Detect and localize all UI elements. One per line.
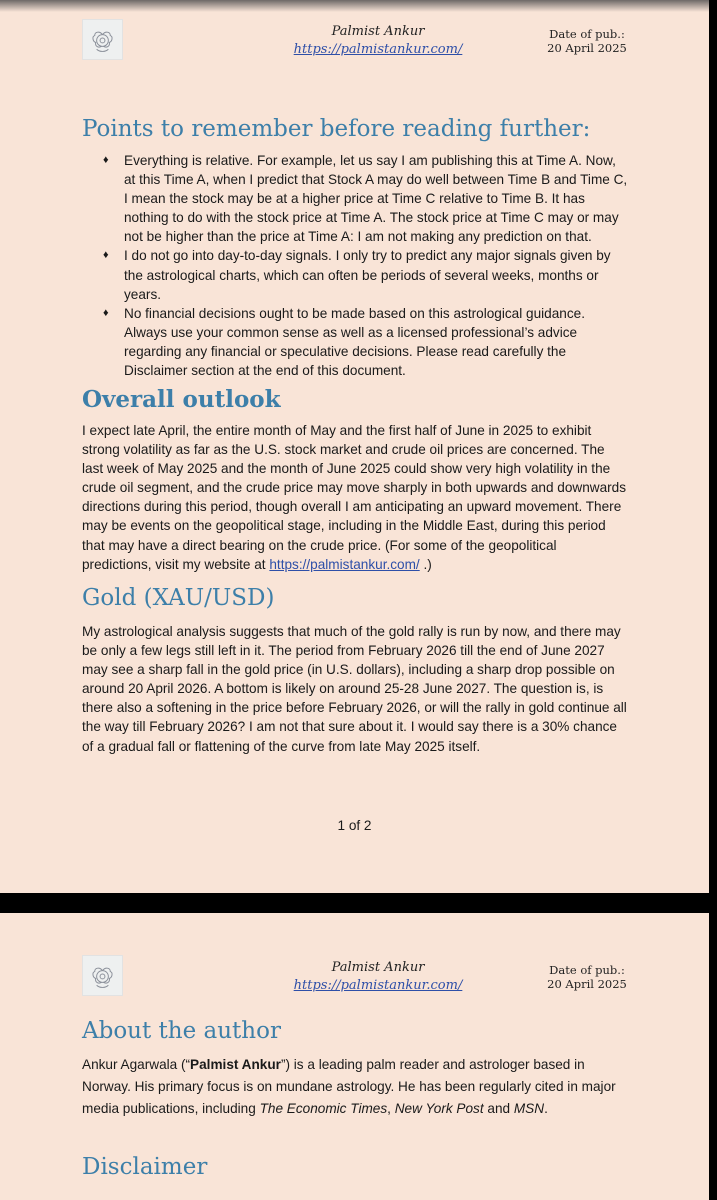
- list-item: ♦ Everything is relative. For example, let us say I am publishing this at Time A. Now, at this Time A, when I predict that Stock A may do well between Time B and Time C, I mean the stock may be at a higher price at Time C relative to Time B. It has nothing to do with the stock price at Time A. The stock price at Time C may or may not be higher than the price at Time A: I am not making any prediction on that.: [103, 151, 630, 246]
- points-list: [103, 151, 630, 380]
- list-item: ♦ I do not go into day-to-day signals. I only try to predict any major signals given by the astrological charts, which can often be periods of several weeks, months or years.: [103, 246, 630, 303]
- gold-paragraph: My astrological analysis suggests that much of the gold rally is run by now, and there may be only a few legs still left in it. The period from February 2026 till the end of June 2027 may see a sharp fall in the gold price (in U.S. dollars), including a sharp drop possible on around 20 April 2026. A bottom is likely on around 25-28 June 2027. The question is, is there also a softening in the price before February 2026, or will the rally in gold continue all the way till February 2026? I am not that sure about it. I would say there is a 30% chance of a gradual fall or flattening of the curve from late May 2025 itself.: [82, 624, 627, 754]
- publication-name: The Economic Times: [259, 1101, 388, 1116]
- outlook-website-link[interactable]: https://palmistankur.com/: [269, 556, 420, 572]
- gold-heading: Gold (XAU/USD): [82, 585, 275, 611]
- header-date-label: Date of pub.:: [549, 963, 625, 977]
- points-heading: Points to remember before reading further:: [82, 116, 591, 142]
- about-author-paragraph: [82, 1054, 628, 1120]
- header-website-link[interactable]: https://palmistankur.com/: [293, 978, 463, 993]
- outlook-tail: .): [419, 556, 432, 572]
- overall-outlook-heading: Overall outlook: [82, 386, 281, 413]
- outlook-text: I expect late April, the entire month of May and the first half of June in 2025 to exhibit strong volatility as far as the U.S. stock market and crude oil prices are concerned. The last week of May 2025 and the month of June 2025 could show very high volatility in the crude oil segment, and the crude price may move sharply in both upwards and downwards directions during this period, though overall I am anticipating an upward movement. There may be events on the geopolitical stage, including in the Middle East, during this period that may have a direct bearing on the crude price. (For some of the geopolitical predictions, visit my website at: [82, 423, 627, 572]
- header-website-link[interactable]: https://palmistankur.com/: [293, 42, 463, 57]
- overall-outlook-paragraph: [82, 421, 628, 574]
- disclaimer-heading: Disclaimer: [82, 1154, 208, 1180]
- publication-name: MSN: [513, 1101, 545, 1116]
- about-text: Ankur Agarwala (“: [82, 1057, 191, 1072]
- palmist-logo-icon: [82, 19, 123, 60]
- about-text: ”) is a leading palm reader and astrologer based in Norway. His primary focus is on mundane astrology. He has been regularly cited in major media publications, including: [82, 1057, 616, 1116]
- about-text: .: [544, 1101, 548, 1116]
- about-text: ,: [387, 1101, 395, 1116]
- palmist-logo-icon: [82, 955, 123, 996]
- header-author-name: Palmist Ankur: [331, 960, 425, 975]
- publication-name: New York Post: [394, 1101, 484, 1116]
- about-text: and: [483, 1101, 514, 1116]
- author-nickname: Palmist Ankur: [190, 1057, 281, 1072]
- header-date-value: 20 April 2025: [547, 977, 627, 991]
- header-date-label: Date of pub.:: [549, 27, 625, 41]
- list-item: ♦ No financial decisions ought to be made based on this astrological guidance. Always use your common sense as well as a licensed professional’s advice regarding any financial or speculative decisions. Please read carefully the Disclaimer section at the end of this document.: [103, 304, 630, 380]
- page-number: 1 of 2: [337, 818, 372, 833]
- document-page-2: [0, 913, 709, 1200]
- about-author-heading: About the author: [82, 1018, 281, 1044]
- header-date-value: 20 April 2025: [547, 41, 627, 55]
- page-top-shadow: [0, 0, 709, 12]
- header-author-name: Palmist Ankur: [331, 24, 425, 39]
